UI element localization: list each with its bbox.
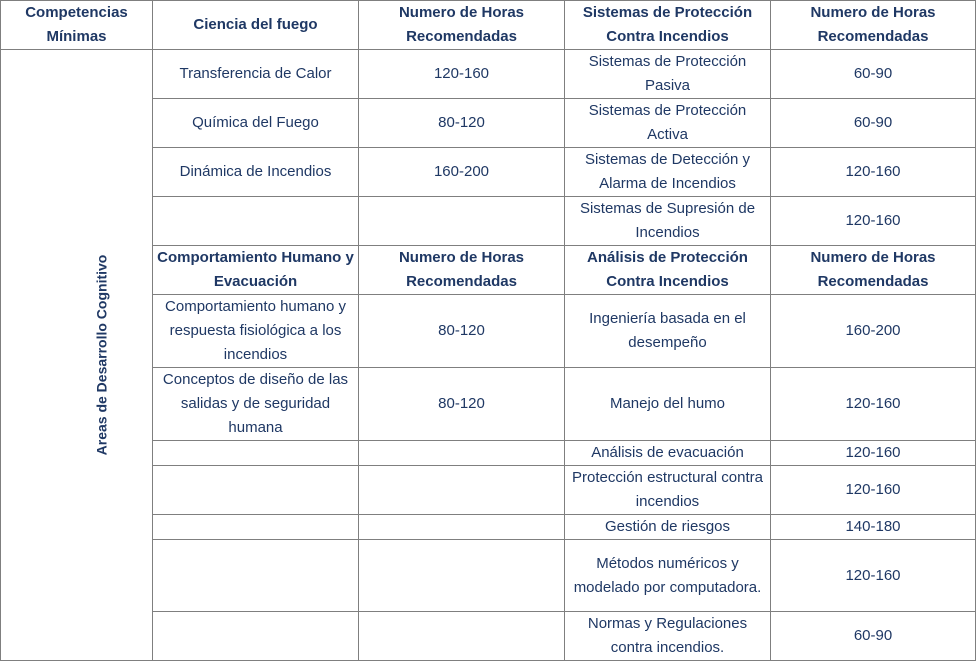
analysis-cell: Gestión de riesgos xyxy=(565,515,771,540)
system-cell: Sistemas de Detección y Alarma de Incendios xyxy=(565,148,771,197)
hours-cell xyxy=(359,612,565,661)
header-sistemas-proteccion: Sistemas de Protección Contra Incendios xyxy=(565,1,771,50)
analysis-cell: Manejo del humo xyxy=(565,368,771,441)
system-hours-cell: 60-90 xyxy=(771,99,976,148)
analysis-hours-cell: 60-90 xyxy=(771,612,976,661)
hours-cell: 80-120 xyxy=(359,295,565,368)
analysis-hours-cell: 120-160 xyxy=(771,466,976,515)
topic-cell: Conceptos de diseño de las salidas y de seguridad humana xyxy=(153,368,359,441)
system-cell: Sistemas de Supresión de Incendios xyxy=(565,197,771,246)
hours-cell xyxy=(359,466,565,515)
topic-cell: Transferencia de Calor xyxy=(153,50,359,99)
hours-cell xyxy=(359,540,565,612)
table-row xyxy=(1,50,976,99)
header-analisis-proteccion: Análisis de Protección Contra Incendios xyxy=(565,246,771,295)
side-label-cell xyxy=(1,50,153,661)
hours-cell: 160-200 xyxy=(359,148,565,197)
system-cell: Sistemas de Protección Pasiva xyxy=(565,50,771,99)
header-horas-1: Numero de Horas Recomendadas xyxy=(359,1,565,50)
hours-cell: 120-160 xyxy=(359,50,565,99)
header-competencias: Competencias Mínimas xyxy=(1,1,153,50)
topic-cell xyxy=(153,540,359,612)
header-comportamiento-humano: Comportamiento Humano y Evacuación xyxy=(153,246,359,295)
analysis-cell: Protección estructural contra incendios xyxy=(565,466,771,515)
topic-cell xyxy=(153,466,359,515)
topic-cell: Comportamiento humano y respuesta fisiológica a los incendios xyxy=(153,295,359,368)
hours-cell: 80-120 xyxy=(359,368,565,441)
header-ciencia-fuego: Ciencia del fuego xyxy=(153,1,359,50)
topic-cell xyxy=(153,612,359,661)
hours-cell xyxy=(359,515,565,540)
analysis-hours-cell: 140-180 xyxy=(771,515,976,540)
system-hours-cell: 120-160 xyxy=(771,197,976,246)
side-label: Areas de Desarrollo Cognitivo xyxy=(93,254,110,455)
system-hours-cell: 60-90 xyxy=(771,50,976,99)
header-horas-3: Numero de Horas Recomendadas xyxy=(359,246,565,295)
analysis-hours-cell: 120-160 xyxy=(771,441,976,466)
analysis-cell: Ingeniería basada en el desempeño xyxy=(565,295,771,368)
analysis-hours-cell: 120-160 xyxy=(771,368,976,441)
system-cell: Sistemas de Protección Activa xyxy=(565,99,771,148)
analysis-cell: Análisis de evacuación xyxy=(565,441,771,466)
hours-cell: 80-120 xyxy=(359,99,565,148)
analysis-hours-cell: 160-200 xyxy=(771,295,976,368)
topic-cell xyxy=(153,515,359,540)
topic-cell: Química del Fuego xyxy=(153,99,359,148)
hours-cell xyxy=(359,197,565,246)
analysis-hours-cell: 120-160 xyxy=(771,540,976,612)
header-horas-4: Numero de Horas Recomendadas xyxy=(771,246,976,295)
topic-cell: Dinámica de Incendios xyxy=(153,148,359,197)
system-hours-cell: 120-160 xyxy=(771,148,976,197)
header-horas-2: Numero de Horas Recomendadas xyxy=(771,1,976,50)
analysis-cell: Métodos numéricos y modelado por computadora. xyxy=(565,540,771,612)
topic-cell xyxy=(153,441,359,466)
header-row xyxy=(1,1,976,50)
hours-cell xyxy=(359,441,565,466)
analysis-cell: Normas y Regulaciones contra incendios. xyxy=(565,612,771,661)
topic-cell xyxy=(153,197,359,246)
